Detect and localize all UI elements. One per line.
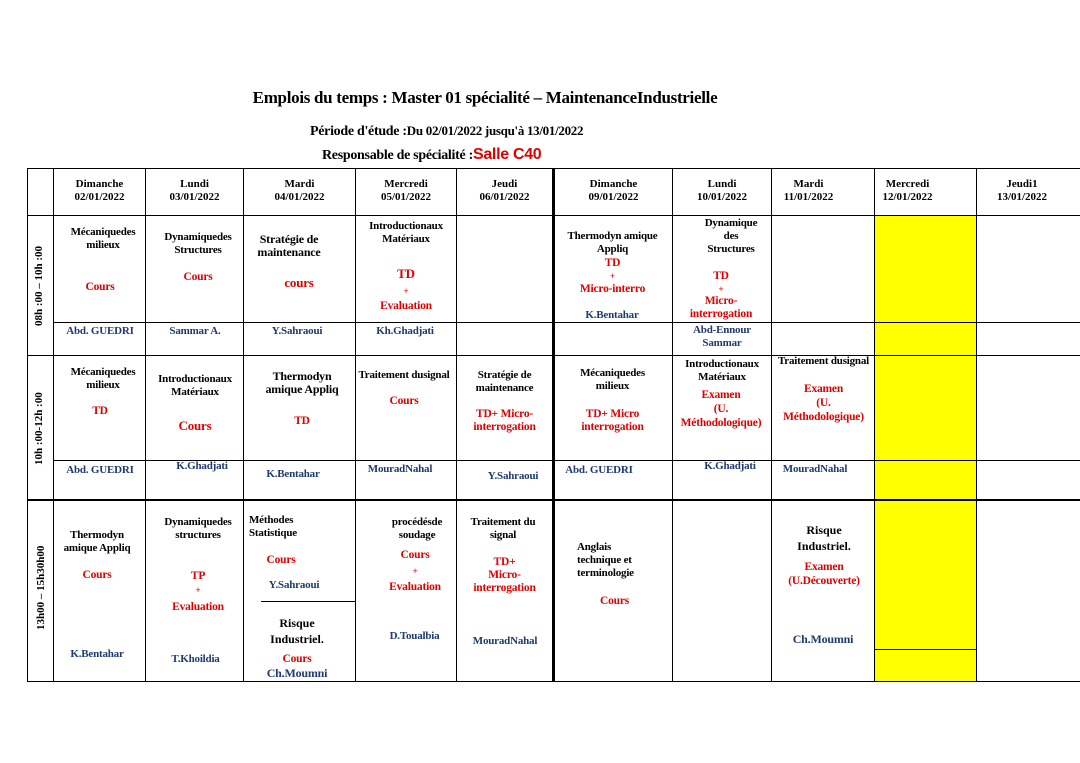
course-subject: Méthodes Statistique bbox=[249, 514, 297, 539]
highlight-column bbox=[875, 216, 976, 681]
responsable-label: Responsable de spécialité : bbox=[322, 148, 473, 163]
day-name: Dimanche bbox=[75, 178, 124, 190]
course-type: TD bbox=[604, 257, 621, 269]
grid-line bbox=[874, 168, 875, 682]
course-type: Cours bbox=[85, 281, 115, 293]
course-type: Evaluation bbox=[389, 581, 441, 593]
course-subject: Risque Industriel. bbox=[270, 616, 324, 646]
day-header bbox=[673, 178, 771, 204]
room-label: Salle C40 bbox=[472, 146, 542, 163]
course-type-plus: + bbox=[403, 286, 409, 296]
teacher-name: K.Bentahar bbox=[266, 468, 320, 480]
course-subject: Anglais technique et terminologie bbox=[577, 541, 634, 579]
course-type: Cours bbox=[266, 554, 296, 566]
teacher-name: K.Ghadjati bbox=[704, 460, 756, 472]
day-date: 05/01/2022 bbox=[380, 191, 432, 203]
teacher-name: Abd. GUEDRI bbox=[66, 464, 134, 476]
teacher-name: Y.Sahraoui bbox=[487, 470, 539, 482]
day-date: 10/01/2022 bbox=[696, 191, 748, 203]
course-type: TD+ Micro interrogation bbox=[581, 408, 644, 433]
teacher-name: Ch.Moumni bbox=[792, 632, 854, 646]
course-type: Examen (U.Découverte) bbox=[788, 561, 860, 587]
day-header bbox=[244, 178, 355, 204]
course-type: Examen (U. Méthodologique) bbox=[783, 383, 864, 423]
course-type: Cours bbox=[400, 549, 430, 561]
course-subject: Mécaniquedes milieux bbox=[70, 226, 136, 251]
course-type: Evaluation bbox=[380, 300, 432, 312]
course-type: Examen (U. Méthodologique) bbox=[680, 389, 762, 429]
day-header bbox=[146, 178, 243, 204]
teacher-name: Y.Sahraoui bbox=[268, 579, 320, 591]
day-header bbox=[54, 178, 145, 204]
page-title: Emplois du temps : Master 01 spécialité – MaintenanceIndustrielle bbox=[252, 88, 718, 107]
day-header bbox=[875, 178, 940, 204]
course-subject: Introductionaux Matériaux bbox=[685, 358, 759, 383]
grid-line bbox=[145, 168, 146, 682]
grid-line bbox=[53, 168, 54, 682]
study-period bbox=[310, 123, 583, 140]
teacher-name: Abd-Ennour Sammar bbox=[693, 324, 751, 349]
grid-line bbox=[875, 649, 976, 650]
course-type-plus: + bbox=[718, 284, 724, 294]
teacher-name: Abd. GUEDRI bbox=[565, 464, 633, 476]
course-subject: Introductionaux Matériaux bbox=[158, 373, 232, 398]
day-name: Mercredi bbox=[885, 178, 930, 190]
day-name: Mardi bbox=[793, 178, 824, 190]
course-subject: Thermodyn amique Appliq bbox=[265, 369, 339, 396]
course-type-plus: + bbox=[412, 566, 418, 576]
course-type: cours bbox=[284, 275, 314, 290]
course-type: Cours bbox=[183, 271, 213, 283]
time-slot-label: 10h :00-12h :00 bbox=[33, 392, 45, 465]
day-date: 13/01/2022 bbox=[996, 191, 1048, 203]
day-date: 02/01/2022 bbox=[74, 191, 125, 203]
course-subject: procédésde soudage bbox=[391, 516, 443, 541]
course-subject: Dynamiquedes Structures bbox=[164, 231, 232, 256]
course-type: Micro- interrogation bbox=[689, 295, 753, 320]
course-type: TD bbox=[92, 405, 108, 417]
teacher-name: Sammar A. bbox=[169, 325, 221, 337]
day-name: Lundi bbox=[707, 178, 737, 190]
course-type-plus: + bbox=[195, 585, 201, 595]
teacher-name: K.Bentahar bbox=[585, 309, 639, 321]
course-subject: Dynamique des Structures bbox=[704, 217, 758, 255]
grid-line bbox=[27, 168, 28, 682]
course-subject: Dynamiquedes structures bbox=[164, 516, 232, 541]
course-subject: Stratégie de maintenance bbox=[257, 232, 321, 259]
course-type: Cours bbox=[282, 653, 312, 665]
teacher-name: Kh.Ghadjati bbox=[376, 325, 434, 337]
day-header bbox=[356, 178, 456, 204]
day-date: 12/01/2022 bbox=[882, 191, 933, 203]
course-subject: Traitement dusignal bbox=[358, 369, 450, 381]
specialty-responsible bbox=[322, 146, 541, 164]
course-type: TD bbox=[713, 270, 729, 282]
course-type: Micro-interro bbox=[579, 283, 646, 295]
teacher-name: Y.Sahraoui bbox=[271, 325, 323, 337]
day-date: 06/01/2022 bbox=[479, 191, 530, 203]
course-subject: Mécaniquedes milieux bbox=[580, 367, 645, 392]
course-subject: Thermodyn amique Appliq bbox=[63, 529, 131, 554]
course-subject: Introductionaux Matériaux bbox=[369, 220, 443, 245]
course-subject: Stratégie de maintenance bbox=[475, 369, 534, 394]
day-name: Lundi bbox=[180, 178, 209, 190]
timetable bbox=[27, 168, 1080, 682]
course-type: TP bbox=[190, 570, 206, 582]
grid-line bbox=[976, 168, 977, 682]
day-name: Mardi bbox=[284, 178, 315, 190]
teacher-name: K.Ghadjati bbox=[176, 460, 228, 472]
day-name: Jeudi bbox=[491, 178, 518, 190]
teacher-name: Abd. GUEDRI bbox=[66, 325, 134, 337]
period-value: Du 02/01/2022 jusqu'à 13/01/2022 bbox=[406, 123, 584, 138]
course-type: TD bbox=[294, 415, 310, 427]
course-type: Cours bbox=[178, 418, 212, 433]
teacher-name: MouradNahal bbox=[472, 635, 538, 647]
course-subject: Traitement du signal bbox=[470, 516, 536, 541]
course-type: Cours bbox=[389, 395, 419, 407]
course-subject: Thermodyn amique Appliq bbox=[567, 230, 658, 255]
teacher-name: T.Khoildia bbox=[171, 653, 220, 665]
teacher-name: Ch.Moumni bbox=[266, 666, 328, 680]
course-subject: Risque Industriel. bbox=[797, 523, 851, 553]
course-type: TD bbox=[397, 266, 415, 281]
course-type: TD+ Micro- interrogation bbox=[473, 556, 536, 594]
teacher-name: K.Bentahar bbox=[70, 648, 124, 660]
day-date: 03/01/2022 bbox=[169, 191, 220, 203]
grid-line bbox=[355, 168, 356, 682]
day-header bbox=[977, 178, 1067, 204]
teacher-name: MouradNahal bbox=[367, 463, 433, 475]
day-header bbox=[457, 178, 552, 204]
teacher-name: MouradNahal bbox=[782, 463, 848, 475]
teacher-name: D.Toualbia bbox=[389, 630, 440, 642]
grid-line bbox=[53, 322, 1080, 323]
course-type: Cours bbox=[599, 595, 630, 607]
day-date: 09/01/2022 bbox=[588, 191, 639, 203]
day-date: 04/01/2022 bbox=[274, 191, 325, 203]
course-subject: Traitement dusignal bbox=[777, 355, 870, 367]
day-header bbox=[772, 178, 845, 204]
day-header bbox=[555, 178, 672, 204]
day-name: Dimanche bbox=[589, 178, 638, 190]
course-subject: Mécaniquedes milieux bbox=[70, 366, 136, 391]
time-slot-label: 13h00 – 15h30h00 bbox=[35, 545, 47, 630]
course-type: Evaluation bbox=[172, 601, 224, 613]
day-name: Jeudi1 bbox=[1006, 178, 1038, 190]
day-date: 11/01/2022 bbox=[783, 191, 834, 203]
course-type-plus: + bbox=[610, 271, 615, 281]
grid-line bbox=[261, 601, 355, 602]
period-label: Période d'étude : bbox=[310, 124, 407, 139]
course-type: TD+ Micro- interrogation bbox=[473, 408, 536, 433]
grid-line bbox=[243, 168, 244, 682]
course-type: Cours bbox=[82, 569, 112, 581]
day-name: Mercredi bbox=[384, 178, 428, 190]
time-slot-label: 08h :00 – 10h :00 bbox=[33, 245, 45, 326]
